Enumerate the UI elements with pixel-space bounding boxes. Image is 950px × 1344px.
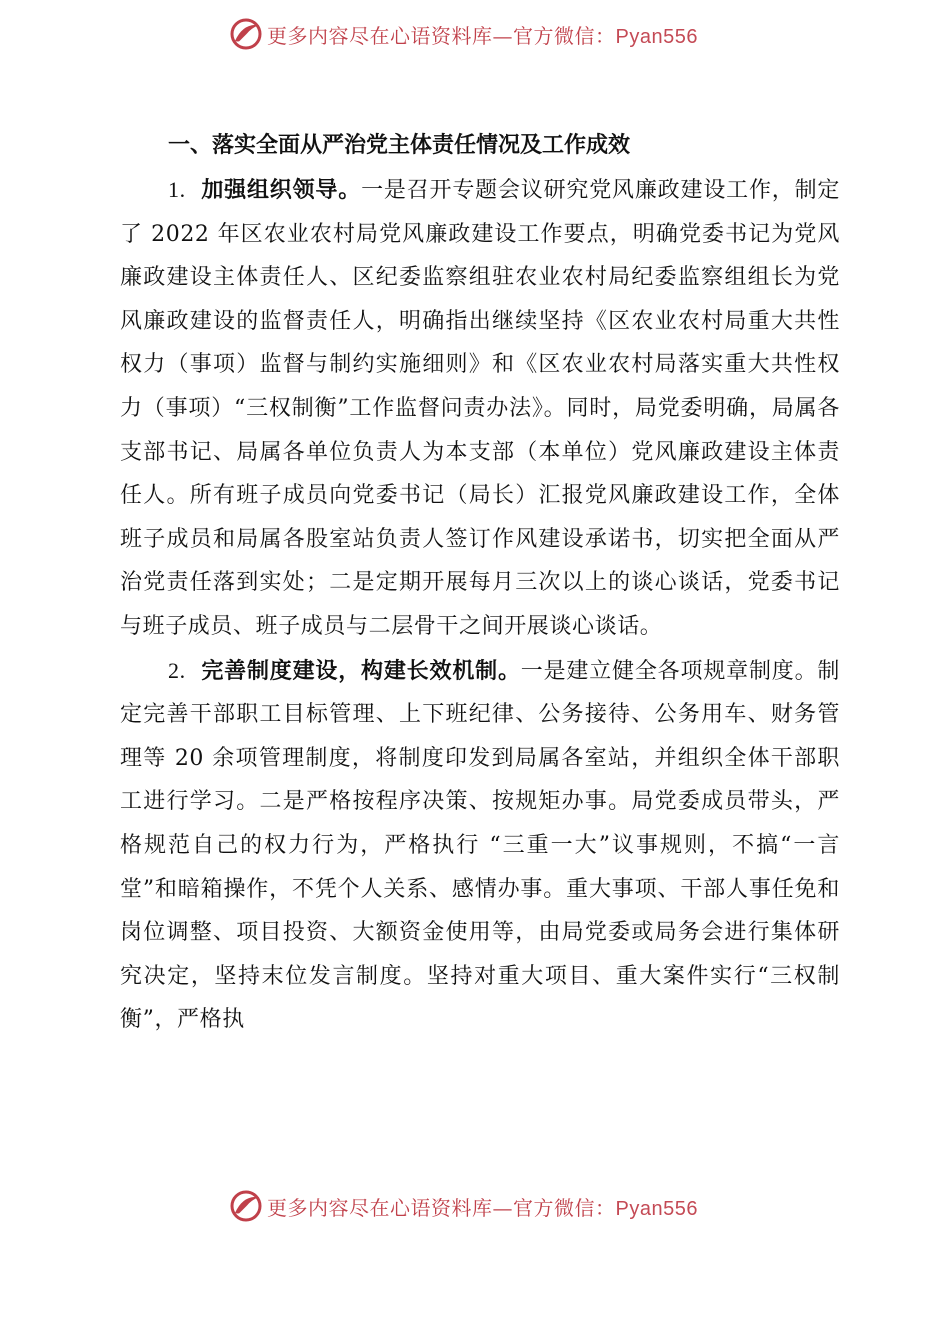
watermark-separator: — (492, 1195, 513, 1220)
section-heading: 一、落实全面从严治党主体责任情况及工作成效 (168, 133, 631, 158)
paragraph-lead: 加强组织领导。 (201, 177, 362, 203)
document-body (120, 124, 840, 1042)
watermark-wechat-id: Pyan556 (615, 25, 698, 48)
watermark-wechat-id: Pyan556 (615, 1197, 698, 1220)
watermark-wechat-label: 官方微信： (513, 1195, 616, 1220)
paragraph-text: 一是建立健全各项规章制度。制定完善干部职工目标管理、上下班纪律、公务接待、公务用车、财务管理等 20 余项管理制度，将制度印发到局属各室站，并组织全体干部职工进行学习。二是严格按程序决策、按规矩办事。局党委成员带头，严格规范自己的权力行为，严格执行 “三重一大”议事规则，不搞“一言堂”和暗箱操作，不凭个人关系、感情办事。重大事项、干部人事任免和岗位调整、项目投资、大额资金使用等，由局党委或局务会进行集体研究决定，坚持末位发言制度。坚持对重大项目、重大案件实行“三权制衡”，严格执 (120, 658, 841, 1033)
watermark-site: 更多内容尽在心语资料库 (267, 1195, 493, 1220)
watermark-site: 更多内容尽在心语资料库 (267, 23, 493, 48)
watermark-text (267, 20, 698, 49)
paragraph-number: 2. (168, 657, 186, 683)
brand-logo-icon (229, 1189, 263, 1223)
header-watermark (0, 14, 950, 54)
footer-watermark (0, 1186, 950, 1226)
paragraph-lead: 完善制度建设，构建长效机制。 (201, 657, 521, 684)
watermark-wechat-label: 官方微信： (513, 23, 616, 48)
paragraph-1 (120, 168, 840, 649)
watermark-text (267, 1192, 698, 1221)
paragraph-2 (120, 649, 840, 1042)
paragraph-text: 一是召开专题会议研究党风廉政建设工作，制定了 2022 年区农业农村局党风廉政建设工作要点，明确党委书记为党风廉政建设主体责任人、区纪委监察组驻农业农村局纪委监察组组长为党风廉政建设的监督责任人，明确指出继续坚持《区农业农村局重大共性权力（事项）监督与制约实施细则》和《区农业农村局落实重大共性权力（事项）“三权制衡”工作监督问责办法》。同时，局党委明确，局属各支部书记、局属各单位负责人为本支部（本单位）党风廉政建设主体责任人。所有班子成员向党委书记（局长）汇报党风廉政建设工作，全体班子成员和局属各股室站负责人签订作风建设承诺书，切实把全面从严治党责任落到实处；二是定期开展每月三次以上的谈心谈话，党委书记与班子成员、班子成员与二层骨干之间开展谈心谈话。 (120, 178, 841, 639)
paragraph-number: 1. (168, 177, 186, 202)
brand-logo-icon (229, 17, 263, 51)
watermark-separator: — (492, 23, 513, 48)
